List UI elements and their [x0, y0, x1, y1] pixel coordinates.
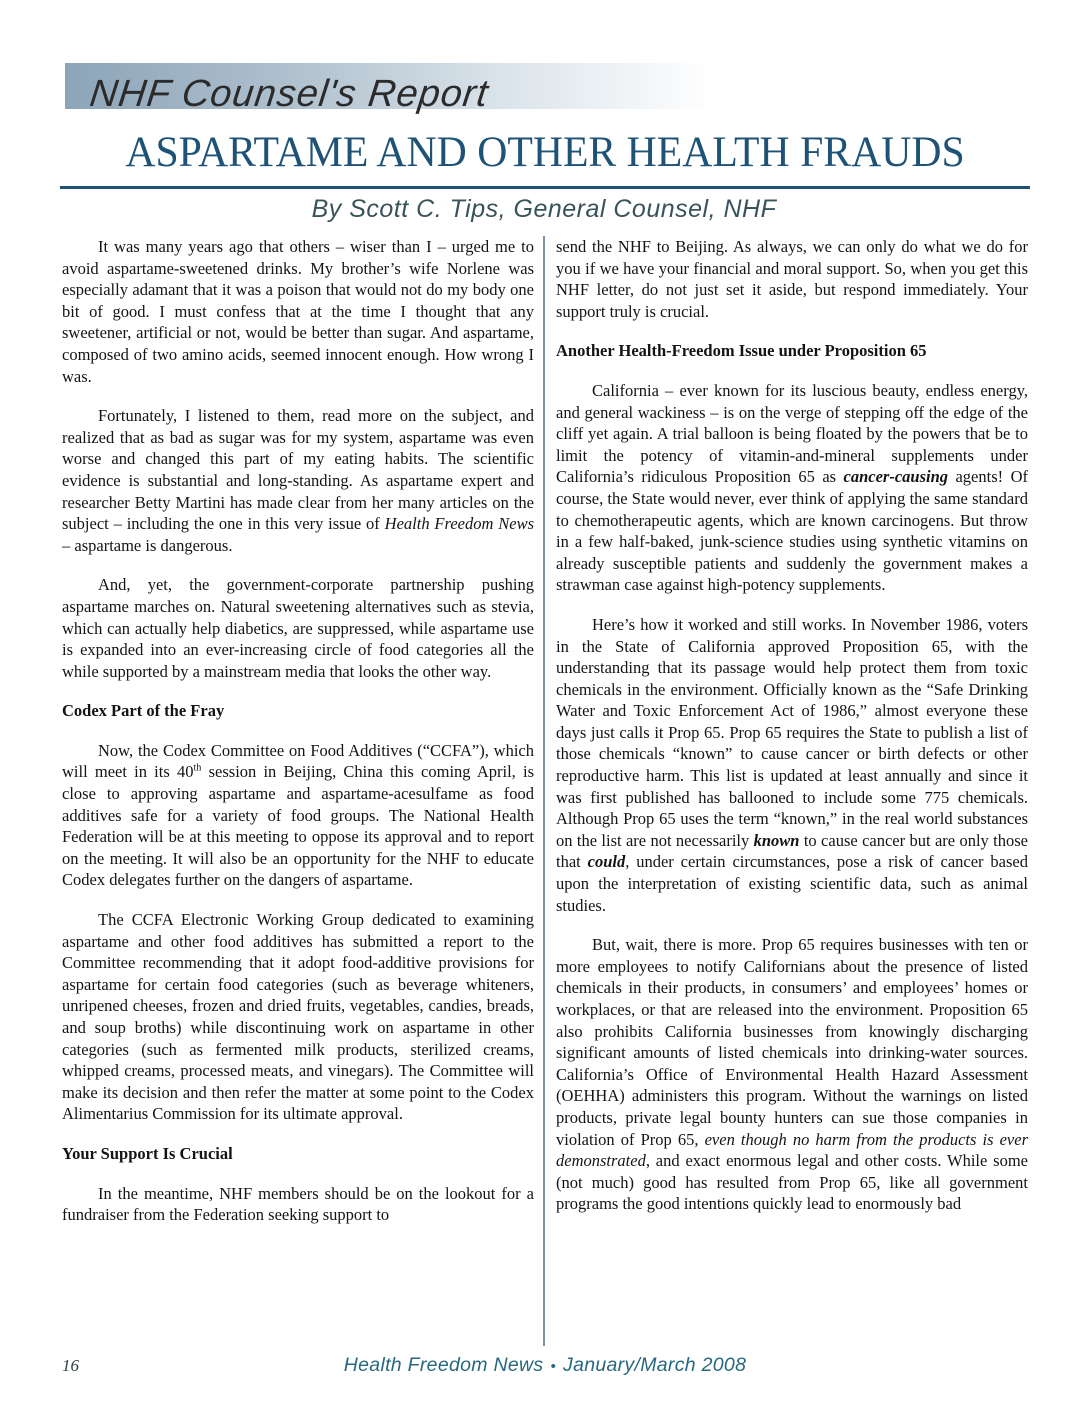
- text-run: even though no harm from the products is ever demonstrated: [556, 1129, 1028, 1171]
- section-heading: Codex Part of the Fray: [62, 701, 225, 721]
- text-run: cancer-causing: [843, 467, 949, 487]
- section-heading: Your Support Is Crucial: [62, 1143, 233, 1163]
- paragraph: [556, 614, 1028, 916]
- page-number: 16: [62, 1356, 79, 1375]
- paragraph: [62, 740, 534, 891]
- footer-publication-line: [62, 1354, 1028, 1377]
- section-heading: Another Health-Freedom Issue under Proposition 65: [556, 341, 927, 361]
- text-run: It was many years ago that others – wiser than I – urged me to avoid aspartame-sweetened drinks. My brother’s wife Norlene was especially adamant that it was a poison that would not do my body one bit of good. I must confess that at the time I thought that any sweetener, artificial or not, would be better than sugar. And aspartame, composed of two amino acids, seemed innocent enough. How wrong I was.: [62, 237, 534, 386]
- text-run: , and exact enormous legal and other costs. While some (not much) good has resulted from Prop 65, like all government programs the good intentions quickly lead to enormously bad: [556, 1151, 1028, 1214]
- text-run: agents! Of course, the State would never, ever think of applying the same standard to chemotherapeutic agents, which are known carcinogens. But throw in a few half-baked, junk-science studies using synthetic vitamins on already susceptible patients and suddenly the government makes a strawman case against high-potency supplements.: [556, 467, 1028, 595]
- text-run: The CCFA Electronic Working Group dedicated to examining aspartame and other food additives has submitted a report to the Committee recommending that it adopt food-additive provisions for aspartame for certain food categories (such as beverage whiteners, unripened cheeses, frozen and dried fruits, vegetables, candies, breads, and soup broths) while discontinuing work on aspartame in other categories (such as fermented milk products, sterilized creams, whipped creams, processed meats, and vinegars). The Committee will make its decision and then refer the matter at some point to the Codex Alimentarius Commission for its ultimate approval.: [62, 910, 534, 1124]
- page-footer: [62, 1354, 1028, 1380]
- kicker-text: NHF Counsel's Report: [87, 73, 491, 115]
- text-run: could: [587, 852, 626, 872]
- text-run: But, wait, there is more. Prop 65 requires businesses with ten or more employees to notify Californians about the presence of listed chemicals in their products, in consumers’ and employees’ homes or workplaces, or that are released into the environment. Proposition 65 also prohibits California businesses from knowingly discharging significant amounts of listed chemicals into drinking-water sources. California’s Office of Environmental Health Hazard Assessment (OEHHA) administers this program. Without the warnings on listed products, private legal bounty hunters can sue those companies in violation of Prop 65,: [556, 935, 1028, 1149]
- byline: By Scott C. Tips, General Counsel, NHF: [311, 195, 777, 223]
- text-run: send the NHF to Beijing. As always, we can only do what we do for you if we have your financial and moral support. So, when you get this NHF letter, do not just set it aside, but respond immediately. Your support truly is crucial.: [556, 237, 1028, 321]
- paragraph: [62, 1183, 534, 1226]
- text-run: to cause cancer but are only those that: [556, 830, 1028, 872]
- article-body: [62, 236, 1028, 1346]
- right-column: [545, 236, 1028, 1346]
- text-run: known: [753, 830, 800, 850]
- footer-publication: Health Freedom News: [343, 1354, 544, 1376]
- text-run: Now, the Codex Committee on Food Additives (“CCFA”), which will meet in its 40: [62, 740, 534, 782]
- paragraph: [556, 934, 1028, 1215]
- footer-separator: •: [550, 1358, 557, 1375]
- text-run: Here’s how it worked and still works. In November 1986, voters in the State of California approved Proposition 65, with the understanding that its passage would help protect them from toxic chemicals in the environment. Officially known as the “Safe Drinking Water and Toxic Enforcement Act of 1986,” almost everyone these days just calls it Prop 65. Prop 65 requires the State to publish a list of those chemicals “known” to cause cancer or birth defects or other reproductive harm. This list is updated at least annually and since it was first published has ballooned to include some 775 chemicals. Although Prop 65 uses the term “known,” in the real world substances on the list are not necessarily: [556, 614, 1028, 850]
- text-run: Fortunately, I listened to them, read more on the subject, and realized that as bad as sugar was for my system, aspartame was even worse and changed this part of my eating habits. The scientific evidence is substantial and long-standing. As aspartame expert and researcher Betty Martini has made clear from her many articles on the subject – including the one in this very issue of: [62, 406, 534, 534]
- paragraph: [62, 574, 534, 682]
- left-column: [62, 236, 543, 1346]
- text-run: In the meantime, NHF members should be on the lookout for a fundraiser from the Federation seeking support to: [62, 1183, 534, 1225]
- text-run: – aspartame is dangerous.: [62, 535, 233, 555]
- text-run: th: [193, 762, 202, 774]
- text-run: California – ever known for its luscious beauty, endless energy, and general wackiness – is on the verge of stepping off the edge of the cliff yet again. A trial balloon is being floated by the powers that be to limit the potency of vitamin-and-mineral supplements under California’s ridiculous Proposition 65 as: [556, 380, 1028, 487]
- paragraph: [62, 405, 534, 556]
- paragraph: [556, 380, 1028, 596]
- title-rule: [60, 186, 1030, 189]
- article-title: ASPARTAME AND OTHER HEALTH FRAUDS: [125, 129, 965, 176]
- text-run: session in Beijing, China this coming April, is close to approving aspartame and aspartame-acesulfame as food additives safe for a variety of food groups. The National Health Federation will be at this meeting to oppose its approval and to report on the meeting. It will also be an opportunity for the NHF to educate Codex delegates further on the dangers of aspartame.: [62, 762, 534, 890]
- footer-issue: January/March 2008: [563, 1354, 747, 1376]
- paragraph: [62, 909, 534, 1125]
- paragraph: [556, 236, 1028, 322]
- text-run: Health Freedom News: [384, 514, 534, 534]
- text-run: And, yet, the government-corporate partnership pushing aspartame marches on. Natural sweetening alternatives such as stevia, which can actually help diabetics, are suppressed, while aspartame use is expanded into an ever-increasing circle of food categories all the while supported by a mainstream media that looks the other way.: [62, 575, 534, 681]
- text-run: , under certain circumstances, pose a risk of cancer based upon the interpretation of existing scientific data, such as animal studies.: [556, 852, 1028, 915]
- paragraph: [62, 236, 534, 387]
